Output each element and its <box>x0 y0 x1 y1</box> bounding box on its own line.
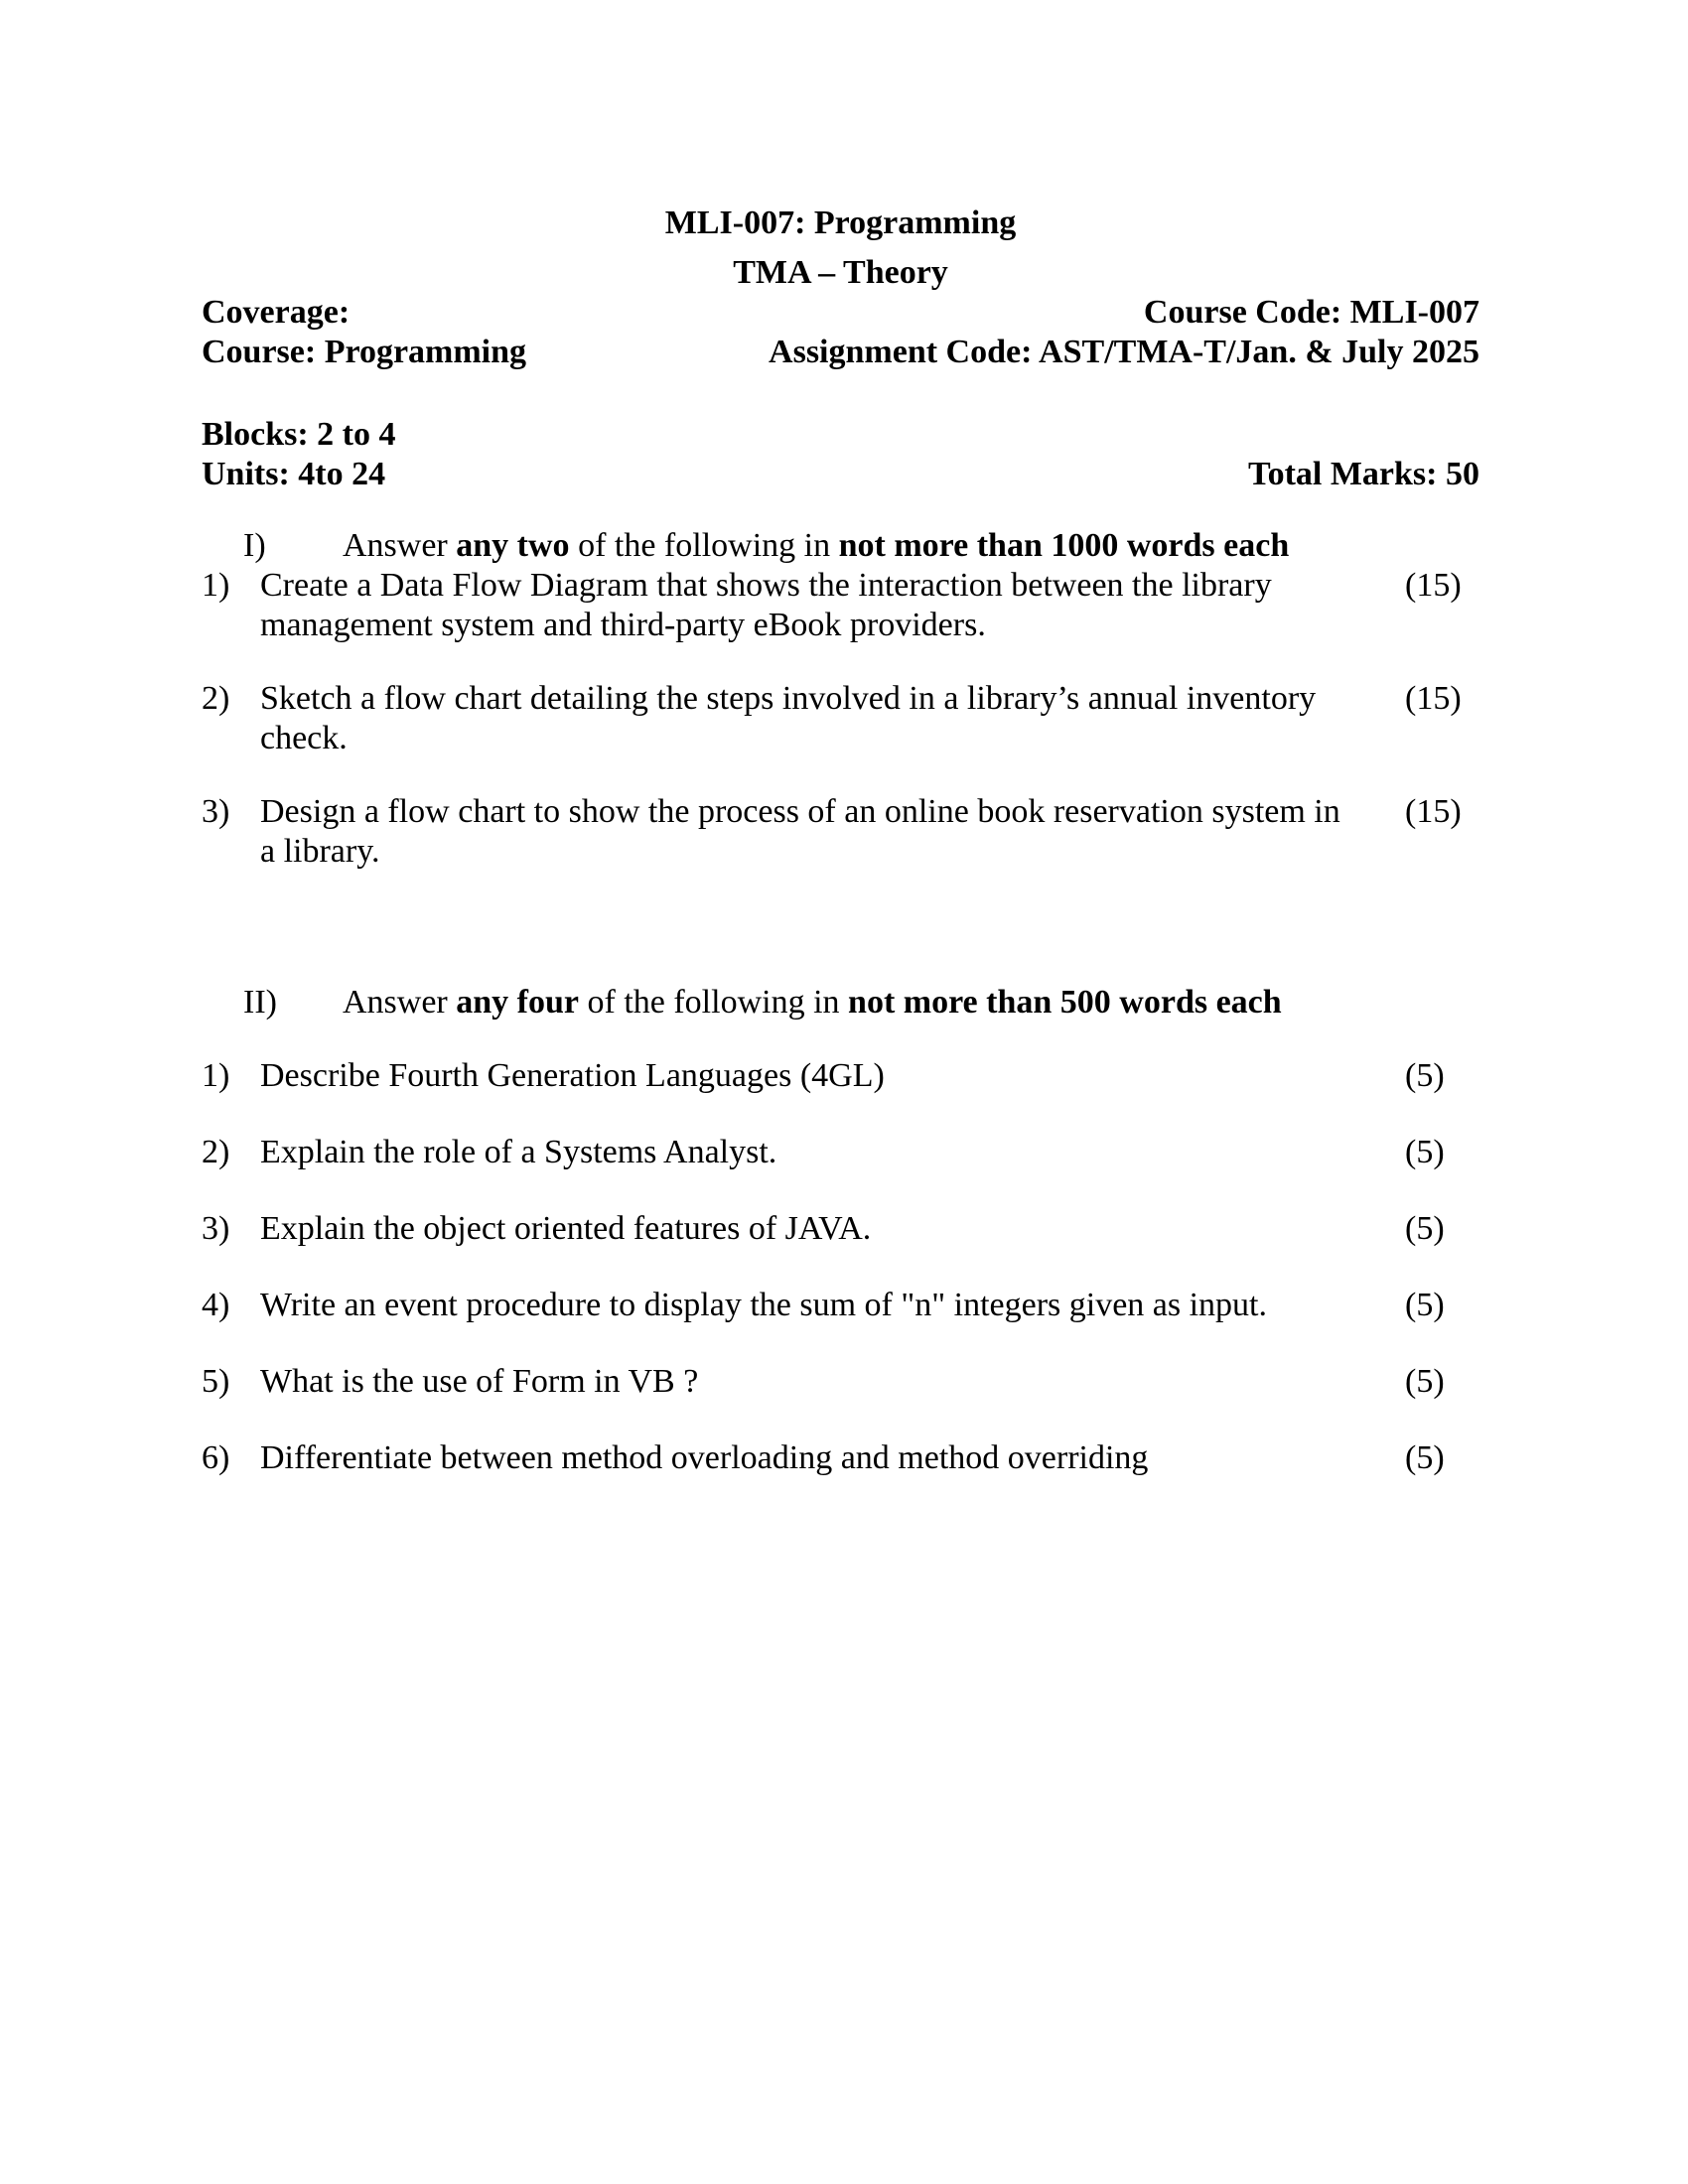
question-text: Explain the role of a Systems Analyst. <box>260 1134 777 1170</box>
question-marks: (5) <box>1405 1057 1445 1094</box>
assignment-code-value: Assignment Code: AST/TMA-T/Jan. & July 2025 <box>769 334 1479 370</box>
section-2-question-3 <box>202 1209 1479 1249</box>
section-1-instruction-bold: any two <box>456 527 570 564</box>
section-2-question-6 <box>202 1438 1479 1478</box>
section-1-question-1 <box>202 566 1479 645</box>
question-text: What is the use of Form in VB ? <box>260 1363 699 1400</box>
question-text: Describe Fourth Generation Languages (4GL) <box>260 1057 885 1094</box>
document-content <box>202 0 1479 1478</box>
question-number: 3) <box>202 1210 230 1247</box>
section-1-question-2 <box>202 679 1479 758</box>
section-2-question-4 <box>202 1286 1479 1325</box>
section-2-instruction-part: of the following in <box>579 984 849 1021</box>
question-number: 3) <box>202 793 230 830</box>
coverage-course-code-row <box>202 293 1479 333</box>
section-2-instruction <box>343 983 1282 1023</box>
section-2-question-1 <box>202 1056 1479 1096</box>
question-marks: (5) <box>1405 1287 1445 1323</box>
section-1-instruction <box>343 526 1289 566</box>
section-1-instruction-part: of the following in <box>569 527 839 564</box>
section-1-instruction-part: Answer <box>343 527 457 564</box>
section-2-instruction-bold: not more than 500 words each <box>848 984 1282 1021</box>
question-marks: (5) <box>1405 1210 1445 1247</box>
section-1-question-3 <box>202 792 1479 872</box>
question-number: 4) <box>202 1287 230 1323</box>
question-text: Explain the object oriented features of JAVA. <box>260 1210 872 1247</box>
question-text: Create a Data Flow Diagram that shows the interaction between the library management system and third-party eBook providers. <box>260 567 1272 643</box>
question-text: Design a flow chart to show the process of an online book reservation system in a library. <box>260 793 1340 870</box>
question-text: Write an event procedure to display the sum of "n" integers given as input. <box>260 1287 1268 1323</box>
section-1-numeral: I) <box>243 527 266 564</box>
course-code-value: Course Code: MLI-007 <box>1143 294 1479 331</box>
question-text: Differentiate between method overloading and method overriding <box>260 1439 1149 1476</box>
question-number: 6) <box>202 1439 230 1476</box>
question-marks: (5) <box>1405 1439 1445 1476</box>
section-1-instruction-bold: not more than 1000 words each <box>838 527 1290 564</box>
course-assignment-code-row <box>202 333 1479 372</box>
question-marks: (5) <box>1405 1134 1445 1170</box>
section-2-question-2 <box>202 1133 1479 1172</box>
question-marks: (15) <box>1405 793 1462 830</box>
section-1-heading <box>202 526 1479 566</box>
question-number: 2) <box>202 1134 230 1170</box>
course-label: Course: Programming <box>202 334 527 370</box>
coverage-label: Coverage: <box>202 294 351 331</box>
question-number: 2) <box>202 680 230 717</box>
section-2-instruction-part: Answer <box>343 984 457 1021</box>
document-title: MLI-007: Programming <box>664 205 1017 241</box>
units-info: Units: 4to 24 <box>202 456 386 492</box>
total-marks: Total Marks: 50 <box>1248 456 1479 492</box>
question-number: 1) <box>202 567 230 604</box>
document-subtitle: TMA – Theory <box>733 254 948 291</box>
question-text: Sketch a flow chart detailing the steps involved in a library’s annual inventory check. <box>260 680 1317 756</box>
section-2-instruction-bold: any four <box>456 984 579 1021</box>
blocks-info: Blocks: 2 to 4 <box>202 416 396 453</box>
section-2-numeral: II) <box>243 984 277 1021</box>
question-marks: (15) <box>1405 567 1462 604</box>
question-marks: (15) <box>1405 680 1462 717</box>
section-2-heading <box>202 983 1479 1023</box>
units-total-marks-row <box>202 455 1479 494</box>
question-marks: (5) <box>1405 1363 1445 1400</box>
question-number: 1) <box>202 1057 230 1094</box>
section-2-question-5 <box>202 1362 1479 1402</box>
question-number: 5) <box>202 1363 230 1400</box>
